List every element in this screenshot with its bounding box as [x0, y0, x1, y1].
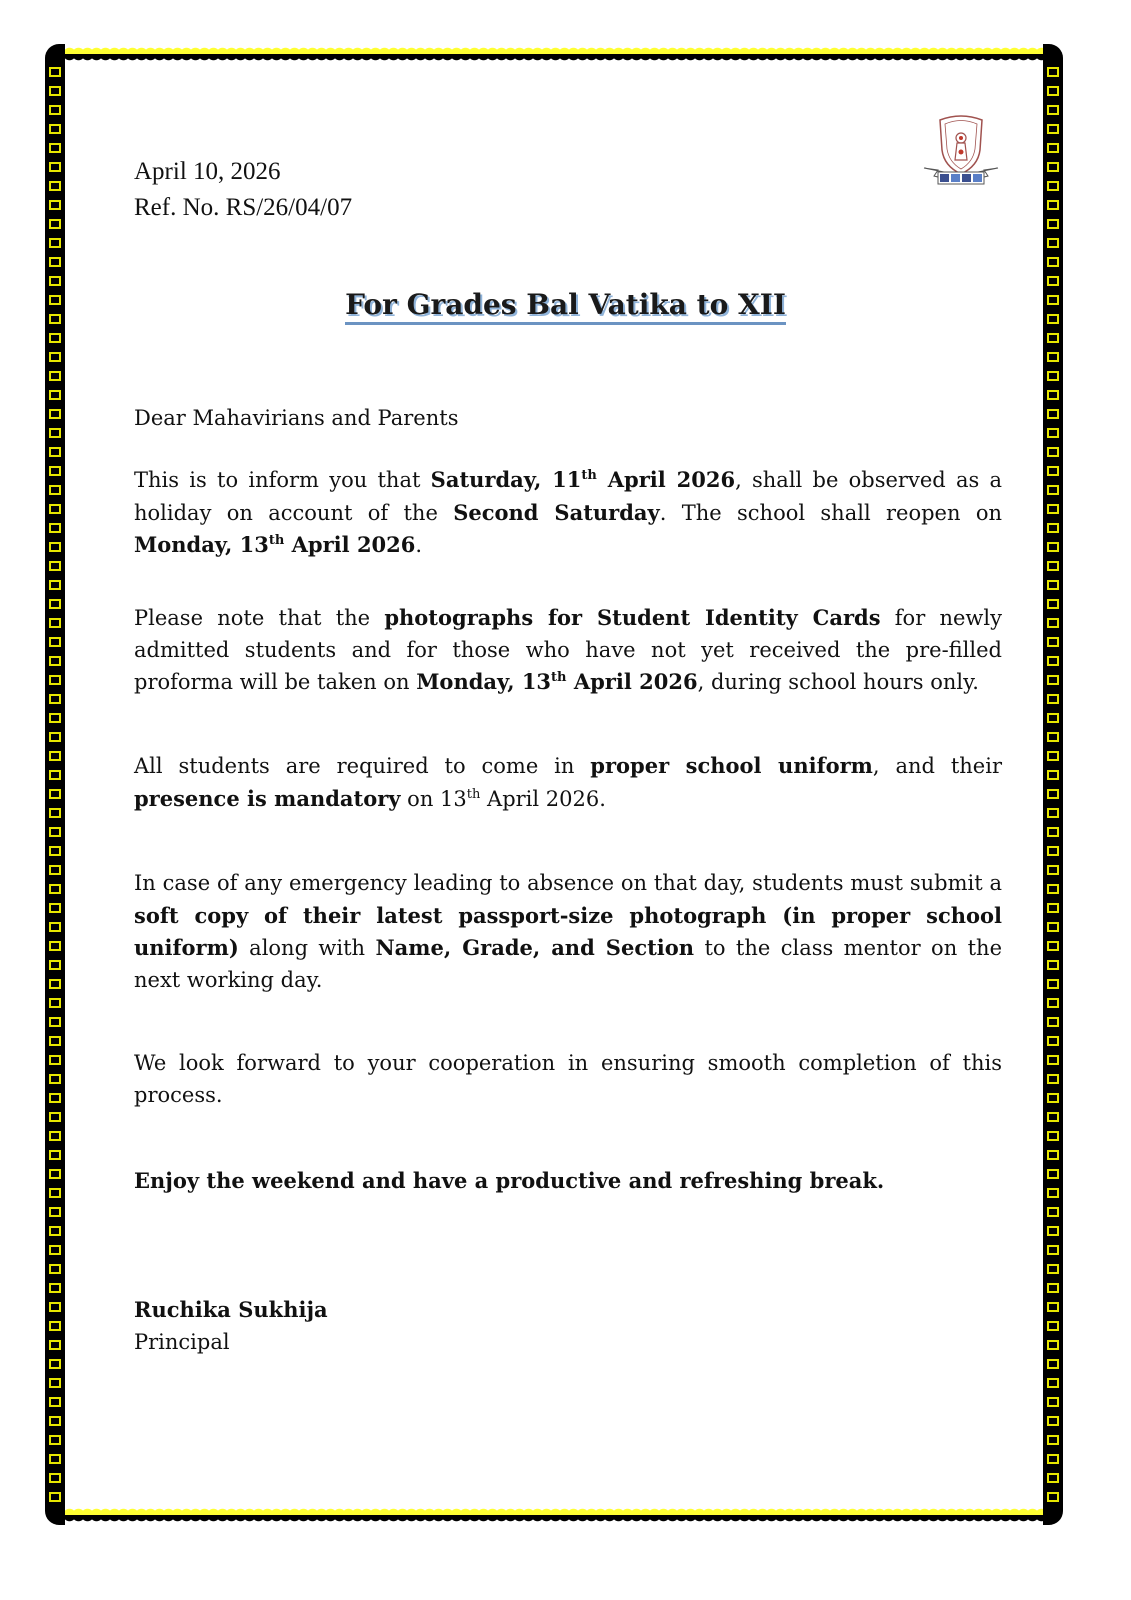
letter-date: April 10, 2026: [134, 158, 281, 185]
border-left-strip: [45, 64, 65, 1505]
text: In case of any emergency leading to absence on that day, students must submit a: [134, 871, 1002, 895]
border-top-strip: [65, 44, 1043, 64]
paragraph-holiday: [134, 464, 1002, 562]
border-corner: [45, 1505, 65, 1525]
text: .: [415, 533, 423, 557]
border-bottom-strip: [65, 1505, 1043, 1525]
paragraph-uniform: [134, 750, 1002, 815]
text: , during school hours only.: [697, 670, 979, 694]
bold-text: April 2026: [596, 467, 736, 492]
bold-text: photographs for Student Identity Cards: [384, 605, 881, 630]
signatory-name: Ruchika Sukhija: [134, 1297, 328, 1322]
bold-text: Monday, 13: [416, 669, 552, 694]
text: This is to inform you that: [134, 468, 431, 492]
text: to the class mentor on the next working day.: [134, 936, 1003, 992]
bold-text: Monday, 13: [134, 532, 269, 557]
text: for newly admitted students and for those who have not yet received the pre-filled proforma will be taken on: [134, 606, 1002, 694]
bold-text: presence is mandatory: [134, 785, 401, 811]
text: along with: [238, 936, 376, 960]
border-corner: [45, 44, 65, 64]
text: April 2026.: [480, 786, 606, 811]
signatory-designation: Principal: [134, 1330, 230, 1354]
ordinal-suffix: th: [581, 468, 597, 483]
bold-text: April 2026: [566, 669, 698, 694]
bold-text: proper school uniform: [590, 753, 873, 778]
text: on 13: [400, 786, 467, 811]
ordinal-suffix: th: [268, 533, 285, 548]
letter-header: [134, 154, 1002, 226]
bold-text: Second Saturday: [453, 499, 660, 525]
border-right-strip: [1043, 64, 1063, 1505]
bold-text: April 2026: [284, 532, 416, 557]
bold-text: soft copy of their latest passport-size photograph (in proper school uniform): [134, 902, 1002, 960]
salutation: Dear Mahavirians and Parents: [134, 406, 459, 430]
ordinal-suffix: th: [466, 786, 481, 802]
paragraph-emergency: [134, 868, 1002, 996]
notice-title: [0, 288, 1131, 321]
border-corner: [1043, 44, 1063, 64]
notice-title-text: For Grades Bal Vatika to XII: [345, 288, 786, 325]
bold-text: Name, Grade, and Section: [375, 935, 695, 960]
signature-block: [134, 1294, 1002, 1358]
paragraph-photographs: [134, 602, 1002, 699]
reference-number: Ref. No. RS/26/04/07: [134, 194, 353, 221]
text: , and their: [872, 754, 1002, 778]
border-corner: [1043, 1505, 1063, 1525]
text: . The school shall reopen on: [659, 500, 1002, 525]
text: Please note that the: [134, 606, 385, 630]
text: All students are required to come in: [134, 754, 591, 778]
bold-text: Saturday, 11: [430, 467, 582, 492]
text: , shall be observed as a holiday on account of the: [134, 468, 1003, 525]
closing-line: Enjoy the weekend and have a productive and refreshing break.: [134, 1168, 885, 1193]
paragraph-cooperation: We look forward to your cooperation in ensuring smooth completion of this process.: [134, 1051, 1002, 1107]
ordinal-suffix: th: [551, 670, 567, 685]
